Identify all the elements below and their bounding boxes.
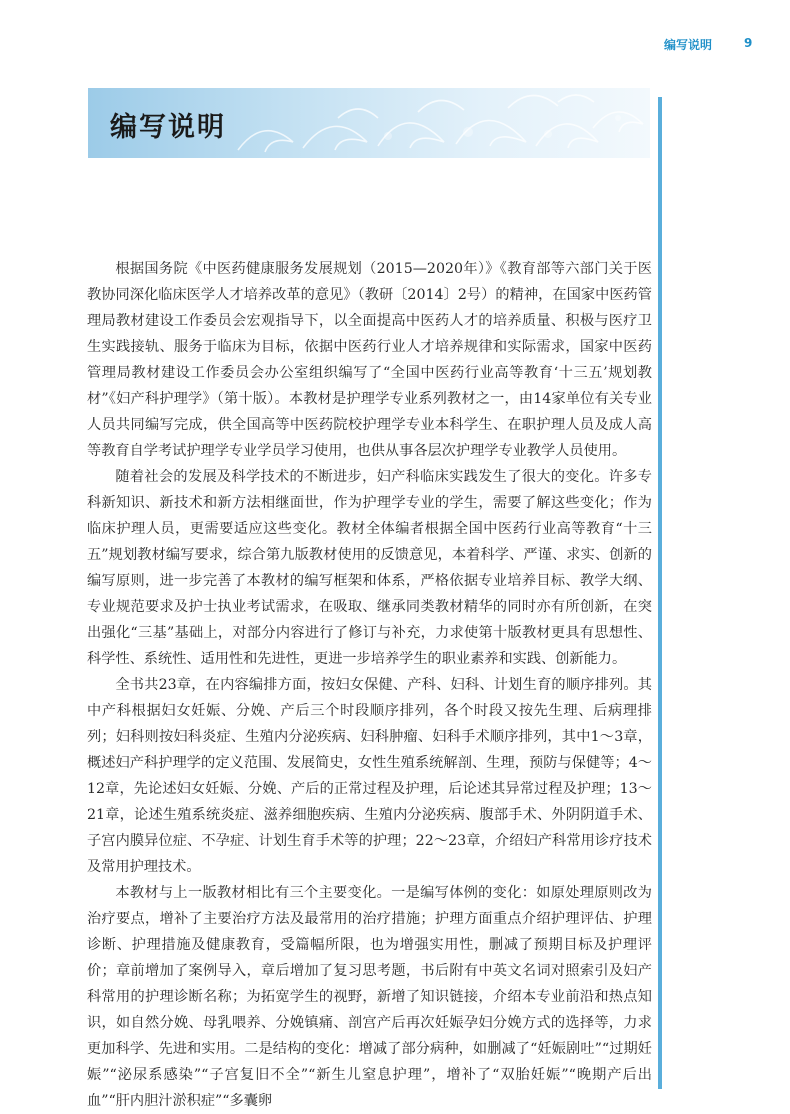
- running-head: [664, 36, 764, 56]
- paragraph: 全书共23章，在内容编排方面，按妇女保健、产科、妇科、计划生育的顺序排列。其中产科根据妇女妊娠、分娩、产后三个时段顺序排列，各个时段又按先生理、后病理排列；妇科则按妇科炎症、生殖内分泌疾病、妇科肿瘤、妇科手术顺序排列，其中1～3章，概述妇产科护理学的定义范围、发展简史，女性生殖系统解剖、生理，预防与保健等；4～12章，先论述妇女妊娠、分娩、产后的正常过程及护理，后论述其异常过程及护理；13～21章，论述生殖系统炎症、滋养细胞疾病、生殖内分泌疾病、腹部手术、外阴阴道手术、子宫内膜异位症、不孕症、计划生育手术等的护理；22～23章，介绍妇产科常用诊疗技术及常用护理技术。: [87, 677, 652, 875]
- paragraph: 本教材与上一版教材相比有三个主要变化。一是编写体例的变化：如原处理原则改为治疗要点，增补了主要治疗方法及最常用的治疗措施；护理方面重点介绍护理评估、护理诊断、护理措施及健康教育，受篇幅所限，也为增强实用性，删减了预期目标及护理评价；章前增加了案例导入，章后增加了复习思考题，书后附有中英文名词对照索引及妇产科常用的护理诊断名称；为拓宽学生的视野，新增了知识链接，介绍本专业前沿和热点知识，如自然分娩、母乳喂养、分娩镇痛、剖宫产后再次妊娠孕妇分娩方式的选择等，力求更加科学、先进和实用。二是结构的变化：增减了部分病种，如删减了“妊娠剧吐”“过期妊娠”“泌尿系感染”“子宫复旧不全”“新生儿窒息护理”，增补了“双胎妊娠”“晚期产后出血”“肝内胆汁淤积症”“多囊卵: [87, 885, 652, 1109]
- paragraph: 根据国务院《中医药健康服务发展规划（2015—2020年）》《教育部等六部门关于医教协同深化临床医学人才培养改革的意见》（教研〔2014〕2号）的精神，在国家中医药管理局教材建设工作委员会宏观指导下，以全面提高中医药人才的培养质量、积极与医疗卫生实践接轨、服务于临床为目标，依据中医药行业人才培养规律和实际需求，国家中医药管理局教材建设工作委员会办公室组织编写了“全国中医药行业高等教育‘十三五’规划教材”《妇产科护理学》（第十版）。本教材是护理学专业系列教材之一，由14家单位有关专业人员共同编写完成，供全国高等中医药院校护理学专业本科学生、在职护理人员及成人高等教育自学考试护理学专业学员学习使用，也供从事各层次护理学专业教学人员使用。: [87, 261, 652, 459]
- body-text: [87, 256, 652, 1114]
- title-banner: [88, 88, 650, 158]
- paragraph: 随着社会的发展及科学技术的不断进步，妇产科临床实践发生了很大的变化。许多专科新知识、新技术和新方法相继面世，作为护理学专业的学生，需要了解这些变化；作为临床护理人员，更需要适应这些变化。教材全体编者根据全国中医药行业高等教育“十三五”规划教材编写要求，综合第九版教材使用的反馈意见，本着科学、严谨、求实、创新的编写原则，进一步完善了本教材的编写框架和体系，严格依据专业培养目标、教学大纲、专业规范要求及护士执业考试需求，在吸取、继承同类教材精华的同时亦有所创新，在突出强化“三基”基础上，对部分内容进行了修订与补充，力求使第十版教材更具有思想性、科学性、系统性、适用性和先进性，更进一步培养学生的职业素养和实践、创新能力。: [87, 469, 652, 667]
- side-rule: [658, 97, 662, 1089]
- running-head-title: 编写说明: [664, 38, 713, 52]
- chapter-title: 编写说明: [110, 112, 226, 143]
- page-number: 9: [744, 36, 753, 50]
